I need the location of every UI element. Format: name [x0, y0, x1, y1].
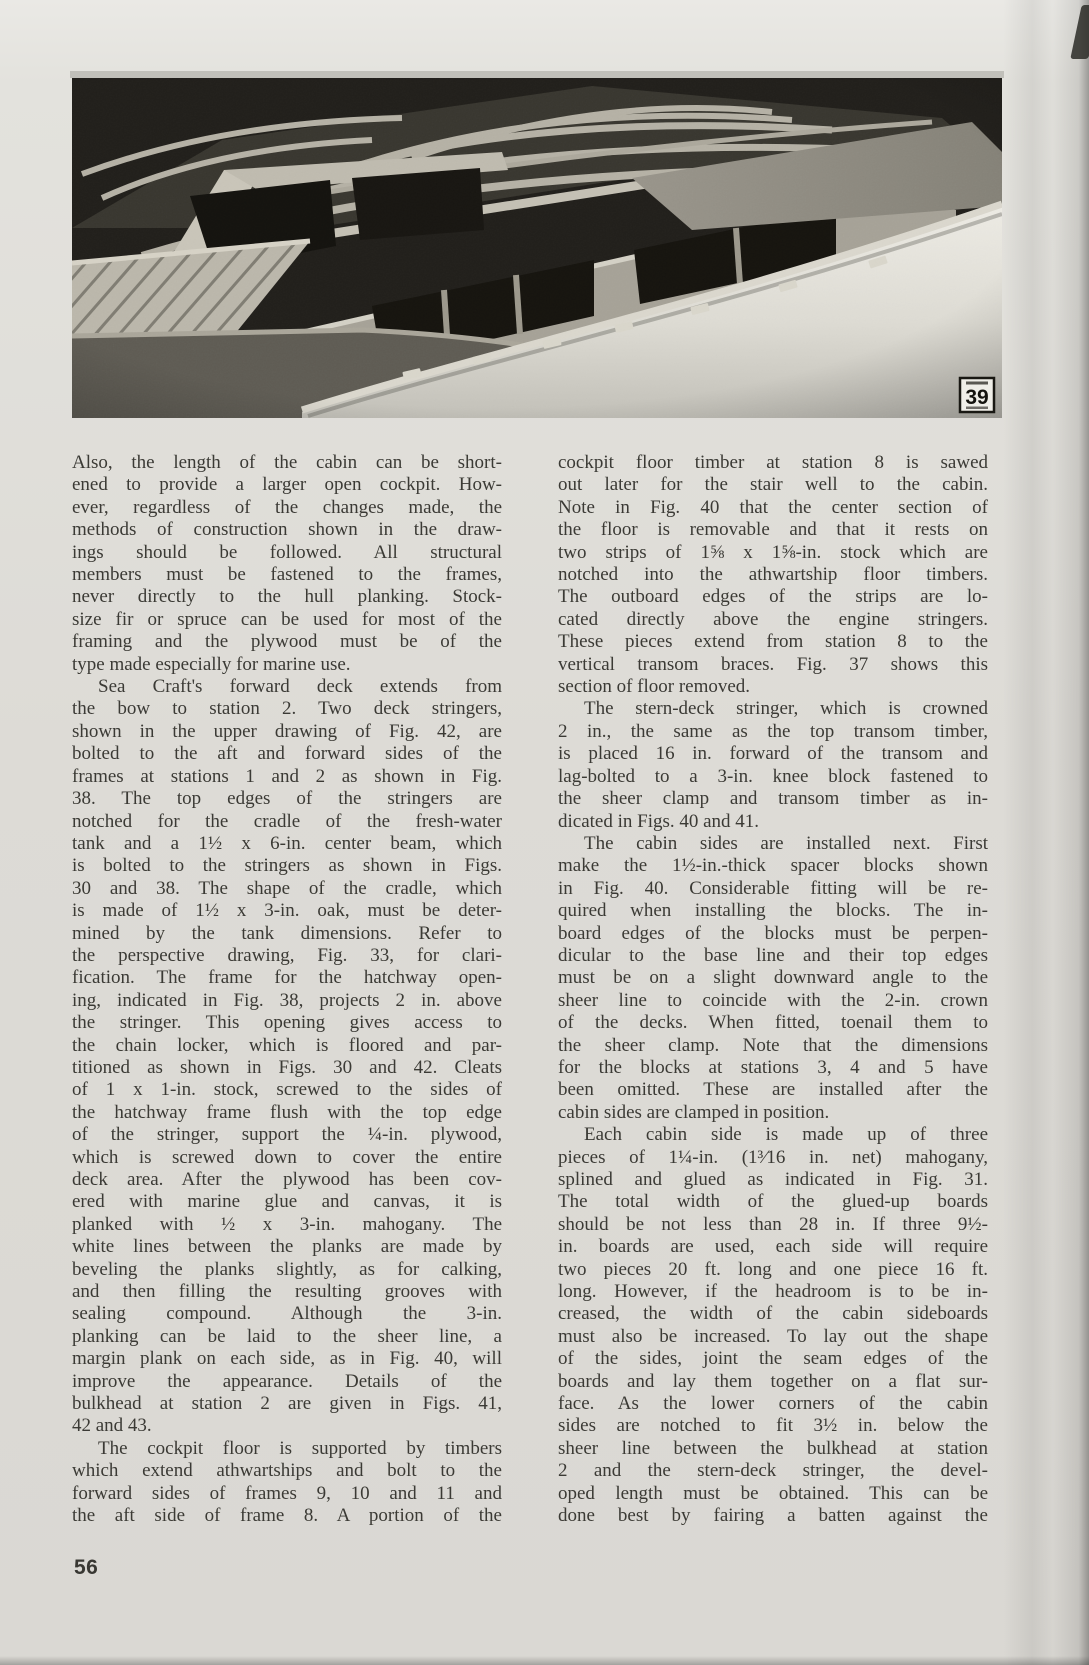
text-line: the bow to station 2. Two deck stringers,	[72, 698, 502, 720]
text-line: sealing compound. Although the 3-in.	[72, 1303, 502, 1325]
boat-construction-illustration	[72, 78, 1002, 418]
text-line: 38. The top edges of the stringers are	[72, 788, 502, 810]
text-line: Each cabin side is made up of three	[584, 1124, 988, 1146]
text-line: frames at stations 1 and 2 as shown in Fig.	[72, 765, 502, 787]
text-line: 42 and 43.	[72, 1415, 152, 1437]
text-line: the perspective drawing, Fig. 33, for clari-	[72, 944, 502, 966]
text-line: long. However, if the headroom is to be in-	[558, 1281, 988, 1303]
text-line: The cabin sides are installed next. First	[584, 832, 988, 854]
text-line: is placed 16 in. forward of the transom and	[558, 743, 988, 765]
text-line: ing, indicated in Fig. 38, projects 2 in. above	[72, 989, 502, 1011]
text-line: 2 in., the same as the top transom timber,	[558, 720, 988, 742]
text-line: quired when installing the blocks. The in-	[558, 900, 988, 922]
photo-scan-edge	[70, 71, 1004, 78]
text-line: ever, regardless of the changes made, the	[72, 496, 502, 518]
text-line: which is screwed down to cover the entire	[72, 1146, 502, 1168]
text-line: the chain locker, which is floored and par-	[72, 1034, 502, 1056]
text-line: beveling the planks slightly, as for calking,	[72, 1258, 502, 1280]
text-line: of the decks. When fitted, toenail them to	[558, 1012, 988, 1034]
construction-photo	[72, 78, 1002, 418]
text-line: two strips of 1⅝ x 1⅝-in. stock which are	[558, 541, 988, 563]
text-line: 2 and the stern-deck stringer, the devel-	[558, 1460, 988, 1482]
text-line: sheer line to coincide with the 2-in. crown	[558, 989, 988, 1011]
text-line: improve the appearance. Details of the	[72, 1370, 502, 1392]
text-line: These pieces extend from station 8 to the	[558, 631, 988, 653]
text-line: done best by fairing a batten against the	[558, 1505, 988, 1527]
text-line: bolted to the aft and forward sides of the	[72, 743, 502, 765]
text-line: planking can be laid to the sheer line, a	[72, 1325, 502, 1347]
page-number: 56	[74, 1556, 99, 1579]
text-line: is made of 1½ x 3-in. oak, must be deter-	[72, 900, 502, 922]
text-line: white lines between the planks are made by	[72, 1236, 502, 1258]
text-line: section of floor removed.	[558, 676, 751, 698]
text-line: of 1 x 1-in. stock, screwed to the sides of	[72, 1079, 502, 1101]
text-line: the stringer. This opening gives access to	[72, 1012, 502, 1034]
page-bottom-shadow	[0, 1656, 1089, 1665]
text-line: for the blocks at stations 3, 4 and 5 have	[558, 1056, 988, 1078]
text-line: members must be fastened to the frames,	[72, 564, 502, 586]
text-line: board edges of the blocks must be perpen-	[558, 922, 988, 944]
text-line: make the 1½-in.-thick spacer blocks shown	[558, 855, 988, 877]
text-line: splined and glued as indicated in Fig. 31.	[558, 1169, 988, 1190]
text-line: planked with ½ x 3-in. mahogany. The	[72, 1213, 502, 1235]
text-line: ered with marine glue and canvas, it is	[72, 1191, 502, 1213]
text-line: and then filling the resulting grooves with	[72, 1281, 502, 1303]
figure-badge	[960, 378, 994, 412]
text-line: out later for the stair well to the cabin.	[558, 474, 988, 496]
text-line: vertical transom braces. Fig. 37 shows this	[558, 653, 988, 675]
text-line: notched into the athwartship floor timbers.	[558, 564, 988, 586]
text-line: the hatchway frame flush with the top edge	[72, 1101, 502, 1123]
text-line: two pieces 20 ft. long and one piece 16 ft.	[558, 1258, 988, 1280]
text-line: margin plank on each side, as in Fig. 40, will	[72, 1348, 502, 1370]
photo-grain	[72, 78, 1002, 418]
text-line: should be not less than 28 in. If three 9½-	[558, 1213, 988, 1235]
text-line: oped length must be obtained. This can be	[558, 1482, 988, 1504]
text-line: dicular to the base line and their top edges	[558, 944, 988, 966]
text-line: the sheer clamp. Note that the dimensions	[558, 1034, 988, 1056]
text-line: framing and the plywood must be of the	[72, 631, 502, 653]
text-line: The cockpit floor is supported by timbers	[98, 1437, 502, 1459]
text-line: face. As the lower corners of the cabin	[558, 1393, 988, 1415]
text-line: titioned as shown in Figs. 30 and 42. Cleats	[72, 1056, 502, 1078]
text-line: type made especially for marine use.	[72, 653, 351, 675]
text-line: fication. The frame for the hatchway open-	[72, 967, 502, 989]
text-line: 30 and 38. The shape of the cradle, which	[72, 877, 502, 899]
text-line: the aft side of frame 8. A portion of the	[72, 1505, 502, 1527]
text-line: the sheer clamp and transom timber as in-	[558, 788, 988, 810]
text-line: cated directly above the engine stringers.	[558, 608, 988, 630]
text-line: The stern-deck stringer, which is crowned	[584, 698, 988, 720]
article-body	[72, 452, 988, 1528]
text-line: ened to provide a larger open cockpit. How-	[72, 474, 502, 496]
text-line: cabin sides are clamped in position.	[558, 1101, 830, 1123]
text-line: the floor is removable and that it rests on	[558, 519, 988, 541]
text-line: must be on a slight downward angle to the	[558, 967, 988, 989]
text-line: lag-bolted to a 3-in. knee block fastened to	[558, 765, 988, 787]
text-line: The outboard edges of the strips are lo-	[558, 586, 988, 608]
text-line: tank and a 1½ x 6-in. center beam, which	[72, 832, 502, 854]
text-line: The total width of the glued-up boards	[558, 1191, 988, 1213]
text-line: in. boards are used, each side will require	[558, 1236, 988, 1258]
text-line: mined by the tank dimensions. Refer to	[72, 922, 502, 944]
text-line: size fir or spruce can be used for most of the	[72, 608, 502, 630]
text-line: Note in Fig. 40 that the center section of	[558, 496, 988, 518]
text-line: been omitted. These are installed after the	[558, 1079, 988, 1101]
page-edge-shadow	[1003, 0, 1089, 1665]
article-column-right	[558, 452, 988, 1528]
article-column-left	[72, 452, 502, 1528]
text-line: forward sides of frames 9, 10 and 11 and	[72, 1482, 502, 1504]
text-line: notched for the cradle of the fresh-water	[72, 810, 502, 832]
text-line: methods of construction shown in the draw-	[72, 519, 502, 541]
text-line: shown in the upper drawing of Fig. 42, are	[72, 720, 502, 742]
text-line: Also, the length of the cabin can be short-	[72, 452, 502, 473]
text-line: in Fig. 40. Considerable fitting will be re-	[558, 877, 988, 899]
text-line: boards and lay them together on a flat sur-	[558, 1370, 988, 1392]
text-line: deck area. After the plywood has been cov-	[72, 1169, 502, 1190]
text-line: which extend athwartships and bolt to the	[72, 1460, 502, 1482]
text-line: bulkhead at station 2 are given in Figs. 41,	[72, 1393, 502, 1415]
text-line: pieces of 1¼-in. (1³⁄16 in. net) mahogany,	[558, 1146, 988, 1168]
text-line: never directly to the hull planking. Stock-	[72, 586, 502, 608]
text-line: dicated in Figs. 40 and 41.	[558, 810, 760, 832]
text-line: cockpit floor timber at station 8 is sawed	[558, 452, 988, 473]
text-line: must also be increased. To lay out the shape	[558, 1325, 988, 1347]
figure-number: 39	[965, 386, 989, 409]
text-line: is bolted to the stringers as shown in Figs.	[72, 855, 502, 877]
text-line: creased, the width of the cabin sideboards	[558, 1303, 988, 1325]
text-line: Sea Craft's forward deck extends from	[98, 676, 502, 698]
text-line: ings should be followed. All structural	[72, 541, 502, 563]
text-line: sheer line between the bulkhead at station	[558, 1437, 988, 1459]
text-line: of the sides, joint the seam edges of the	[558, 1348, 988, 1370]
text-line: sides are notched to fit 3½ in. below the	[558, 1415, 988, 1437]
text-line: of the stringer, support the ¼-in. plywood,	[72, 1124, 502, 1146]
